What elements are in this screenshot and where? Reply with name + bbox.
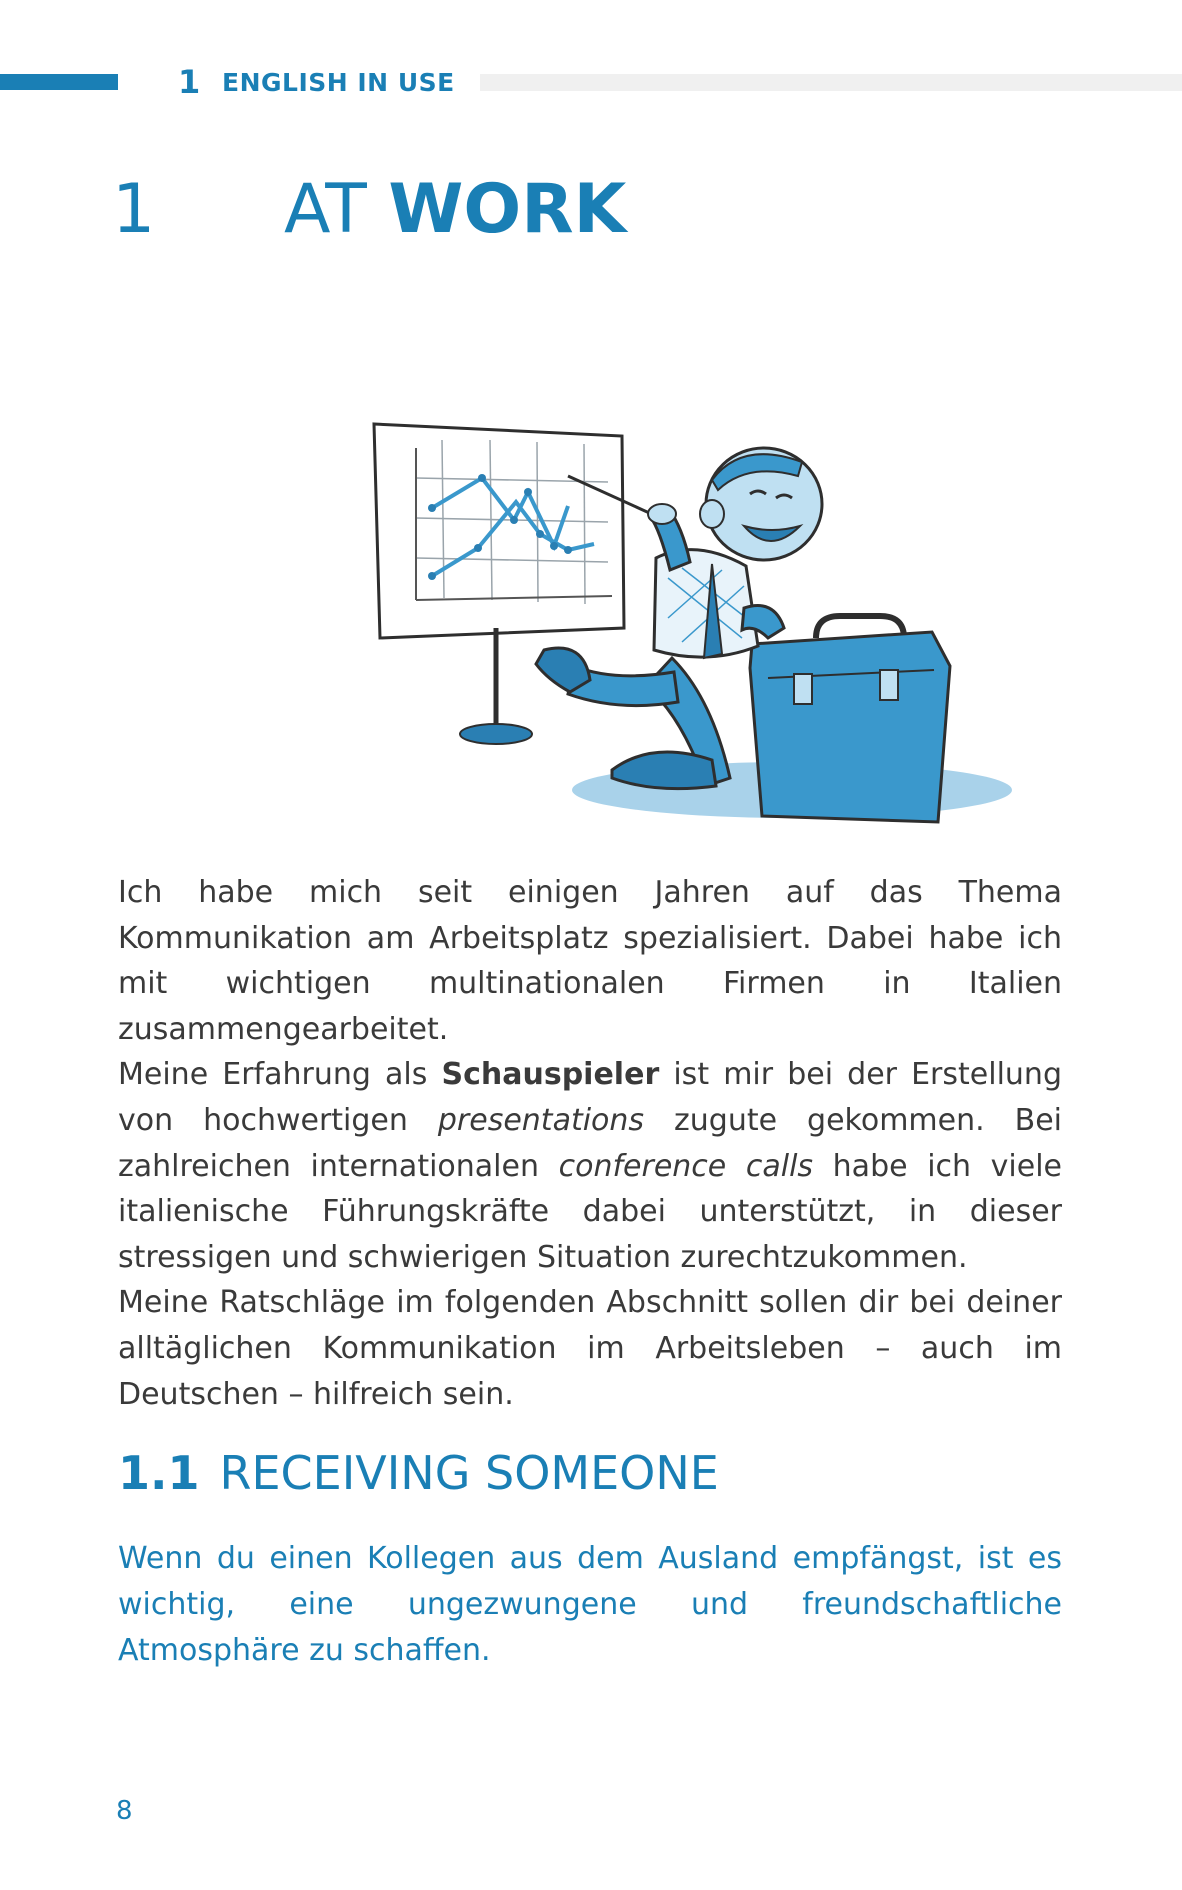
chapter-title-part2: WORK — [388, 170, 627, 249]
body-p2-a: Meine Erfahrung als — [118, 1057, 442, 1093]
body-paragraph-1: Ich habe mich seit einigen Jahren auf das Thema Kommunikation am Arbeitsplatz spezialisiert. Dabei habe ich mit wichtigen multinationalen Firmen in Italien zusammengearbeitet. — [118, 875, 1062, 1047]
chapter-title — [284, 170, 626, 249]
body-p2-d: habe ich viele italienische Führungskräfte dabei unterstützt, in dieser stressigen und schwierigen Situation zurechtzukommen. — [118, 1148, 1062, 1275]
body-p2-c: zugute gekommen. Bei zahlreichen internationalen — [118, 1102, 1062, 1184]
section-title: RECEIVING SOMEONE — [219, 1446, 719, 1500]
body-p2-b: ist mir bei der Erstellung von hochwertigen — [118, 1057, 1062, 1138]
header-accent-bar — [0, 74, 118, 90]
body-p2-bold: Schauspieler — [441, 1057, 660, 1093]
section-number: 1.1 — [118, 1446, 200, 1500]
header-gray-bar — [480, 74, 1182, 91]
body-p2-italic2: conference calls — [558, 1148, 814, 1184]
body-text — [118, 870, 1062, 1417]
body-paragraph-3: Meine Ratschläge im folgenden Abschnitt sollen dir bei deiner alltäglichen Kommunikation im Arbeitsleben – auch im Deutschen – hilfreich sein. — [118, 1285, 1062, 1412]
chapter-number: 1 — [112, 170, 156, 249]
section-intro: Wenn du einen Kollegen aus dem Ausland empfängst, ist es wichtig, eine ungezwungene und freundschaftliche Atmosphäre zu schaffen. — [118, 1541, 1062, 1668]
body-paragraph-2 — [118, 1052, 1062, 1280]
header-chapter-number: 1 — [178, 63, 201, 101]
body-p2-italic1: presentations — [437, 1102, 645, 1138]
section-heading — [118, 1446, 719, 1500]
presenter-with-flipchart-illustration — [372, 418, 1052, 848]
header-chapter-label: ENGLISH IN USE — [222, 68, 455, 97]
chapter-title-part1: AT — [284, 170, 367, 249]
briefcase-icon — [750, 616, 950, 822]
page-number: 8 — [116, 1796, 133, 1826]
